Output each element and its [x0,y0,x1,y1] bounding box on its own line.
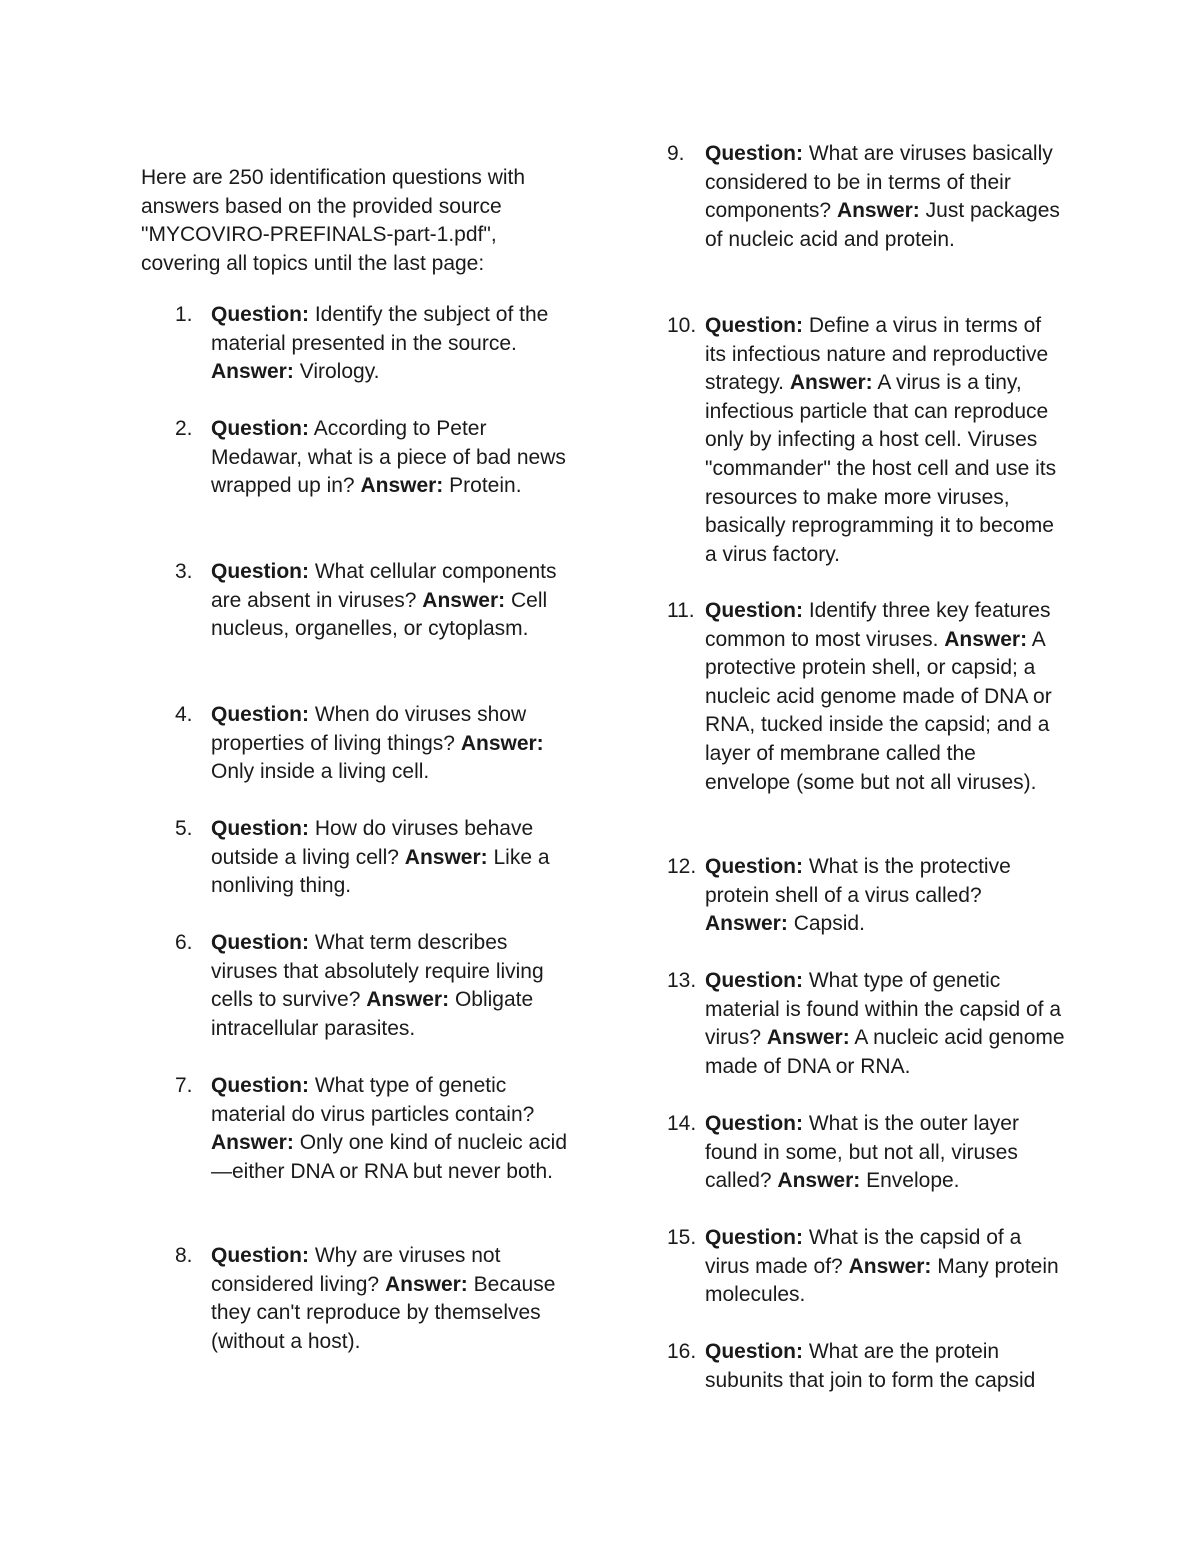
list-item [667,853,1065,939]
list-item [667,312,1065,569]
item-number: 14. [667,1112,697,1135]
answer-label: Answer: [944,627,1028,651]
list-item [175,415,571,501]
list-item [667,1338,1065,1395]
question-label: Question: [211,417,309,440]
question-text: What are viruses basically considered to be in terms of their components? [705,142,1053,223]
answer-label: Answer: [366,988,450,1012]
answer-label: Answer: [766,1026,850,1050]
list-item [175,301,571,387]
question-text: According to Peter Medawar, what is a piece of bad news wrapped up in? [211,417,566,498]
question-text: What type of genetic material is found within the capsid of a virus? [705,969,1062,1050]
item-number: 16. [667,1340,697,1363]
answer-label: Answer: [404,845,488,869]
question-text: How do viruses behave outside a living cell? [211,817,534,869]
list-item [175,1242,571,1356]
question-label: Question: [211,817,309,840]
question-label: Question: [211,703,309,726]
item-number: 13. [667,969,697,992]
answer-text: Protein. [449,474,522,498]
item-number: 3. [175,560,193,583]
item-number: 2. [175,417,193,440]
intro-paragraph: Here are 250 identification questions with answers based on the provided source "MYCOVIRO-PREFINALS-part-1.pdf", covering all topics until the last page: [141,166,526,275]
item-number: 7. [175,1074,193,1097]
item-number: 6. [175,931,193,954]
question-label: Question: [705,599,803,622]
question-label: Question: [705,969,803,992]
item-number: 4. [175,703,193,726]
question-label: Question: [211,560,309,583]
answer-label: Answer: [789,371,873,395]
question-text: What cellular components are absent in viruses? [211,560,557,612]
list-item [667,140,1065,254]
list-item [667,1110,1065,1196]
question-label: Question: [211,1244,309,1267]
list-item [667,967,1065,1081]
answer-text: Like a nonliving thing. [211,845,550,898]
answer-text: Just packages of nucleic acid and protein. [705,199,1060,251]
question-label: Question: [211,1074,309,1097]
question-text: What type of genetic material do virus particles contain? [211,1074,535,1126]
question-text: When do viruses show properties of living things? [211,703,527,755]
answer-label: Answer: [848,1254,932,1278]
answer-text: Cell nucleus, organelles, or cytoplasm. [211,588,548,641]
answer-label: Answer: [211,360,294,384]
item-number: 5. [175,817,193,840]
answer-text: Only one kind of nucleic acid—either DNA or RNA but never both. [211,1131,568,1183]
answer-label: Answer: [705,912,788,936]
answer-label: Answer: [422,588,506,612]
question-text: What is the protective protein shell of a virus called? [705,855,1011,907]
item-number: 8. [175,1244,193,1267]
question-label: Question: [705,1340,803,1363]
item-number: 9. [667,142,685,165]
question-text: Define a virus in terms of its infectious nature and reproductive strategy. [705,314,1049,395]
question-text: What are the protein subunits that join to form the capsid [705,1340,1036,1392]
question-text: What term describes viruses that absolutely require living cells to survive? [211,931,544,1012]
item-number: 11. [667,599,695,622]
answer-text: A virus is a tiny, infectious particle that can reproduce only by infecting a host cell. Viruses "commander" the host cell and use its resources to make more viruses, basically reprogramming it to become a virus factory. [705,371,1057,566]
answer-text: Because they can't reproduce by themselves (without a host). [211,1272,556,1353]
answer-label: Answer: [836,199,920,223]
answer-text: Many protein molecules. [705,1254,1059,1307]
item-number: 1. [175,303,193,326]
question-label: Question: [211,931,309,954]
list-item [667,597,1065,797]
list-item [175,701,571,787]
answer-label: Answer: [211,1131,294,1155]
answer-text: Envelope. [866,1169,960,1193]
question-text: Identify the subject of the material presented in the source. [211,303,549,355]
answer-text: Virology. [299,360,380,384]
answer-text: Obligate intracellular parasites. [211,988,534,1040]
list-item [667,1224,1065,1310]
list-item [175,929,571,1043]
answer-label: Answer: [384,1272,468,1296]
item-number: 10. [667,314,697,337]
list-item [175,815,571,901]
answer-text: A protective protein shell, or capsid; a nucleic acid genome made of DNA or RNA, tucked inside the capsid; and a layer of membrane called the envelope (some but not all viruses). [705,627,1052,794]
question-label: Question: [705,1112,803,1135]
question-text: What is the outer layer found in some, but not all, viruses called? [705,1112,1019,1193]
answer-text: Capsid. [793,912,865,936]
list-item [175,1072,571,1186]
question-label: Question: [705,1226,803,1249]
answer-label: Answer: [777,1169,861,1193]
item-number: 12. [667,855,697,878]
question-text: What is the capsid of a virus made of? [705,1226,1022,1278]
question-label: Question: [705,142,803,165]
answer-label: Answer: [460,731,544,755]
question-text: Why are viruses not considered living? [211,1244,501,1296]
question-text: Identify three key features common to most viruses. [705,599,1051,651]
question-label: Question: [211,303,309,326]
list-item [175,558,571,644]
question-label: Question: [705,855,803,878]
question-label: Question: [705,314,803,337]
answer-label: Answer: [360,474,444,498]
answer-text: Only inside a living cell. [211,760,430,784]
answer-text: A nucleic acid genome made of DNA or RNA. [705,1026,1065,1078]
item-number: 15. [667,1226,697,1249]
